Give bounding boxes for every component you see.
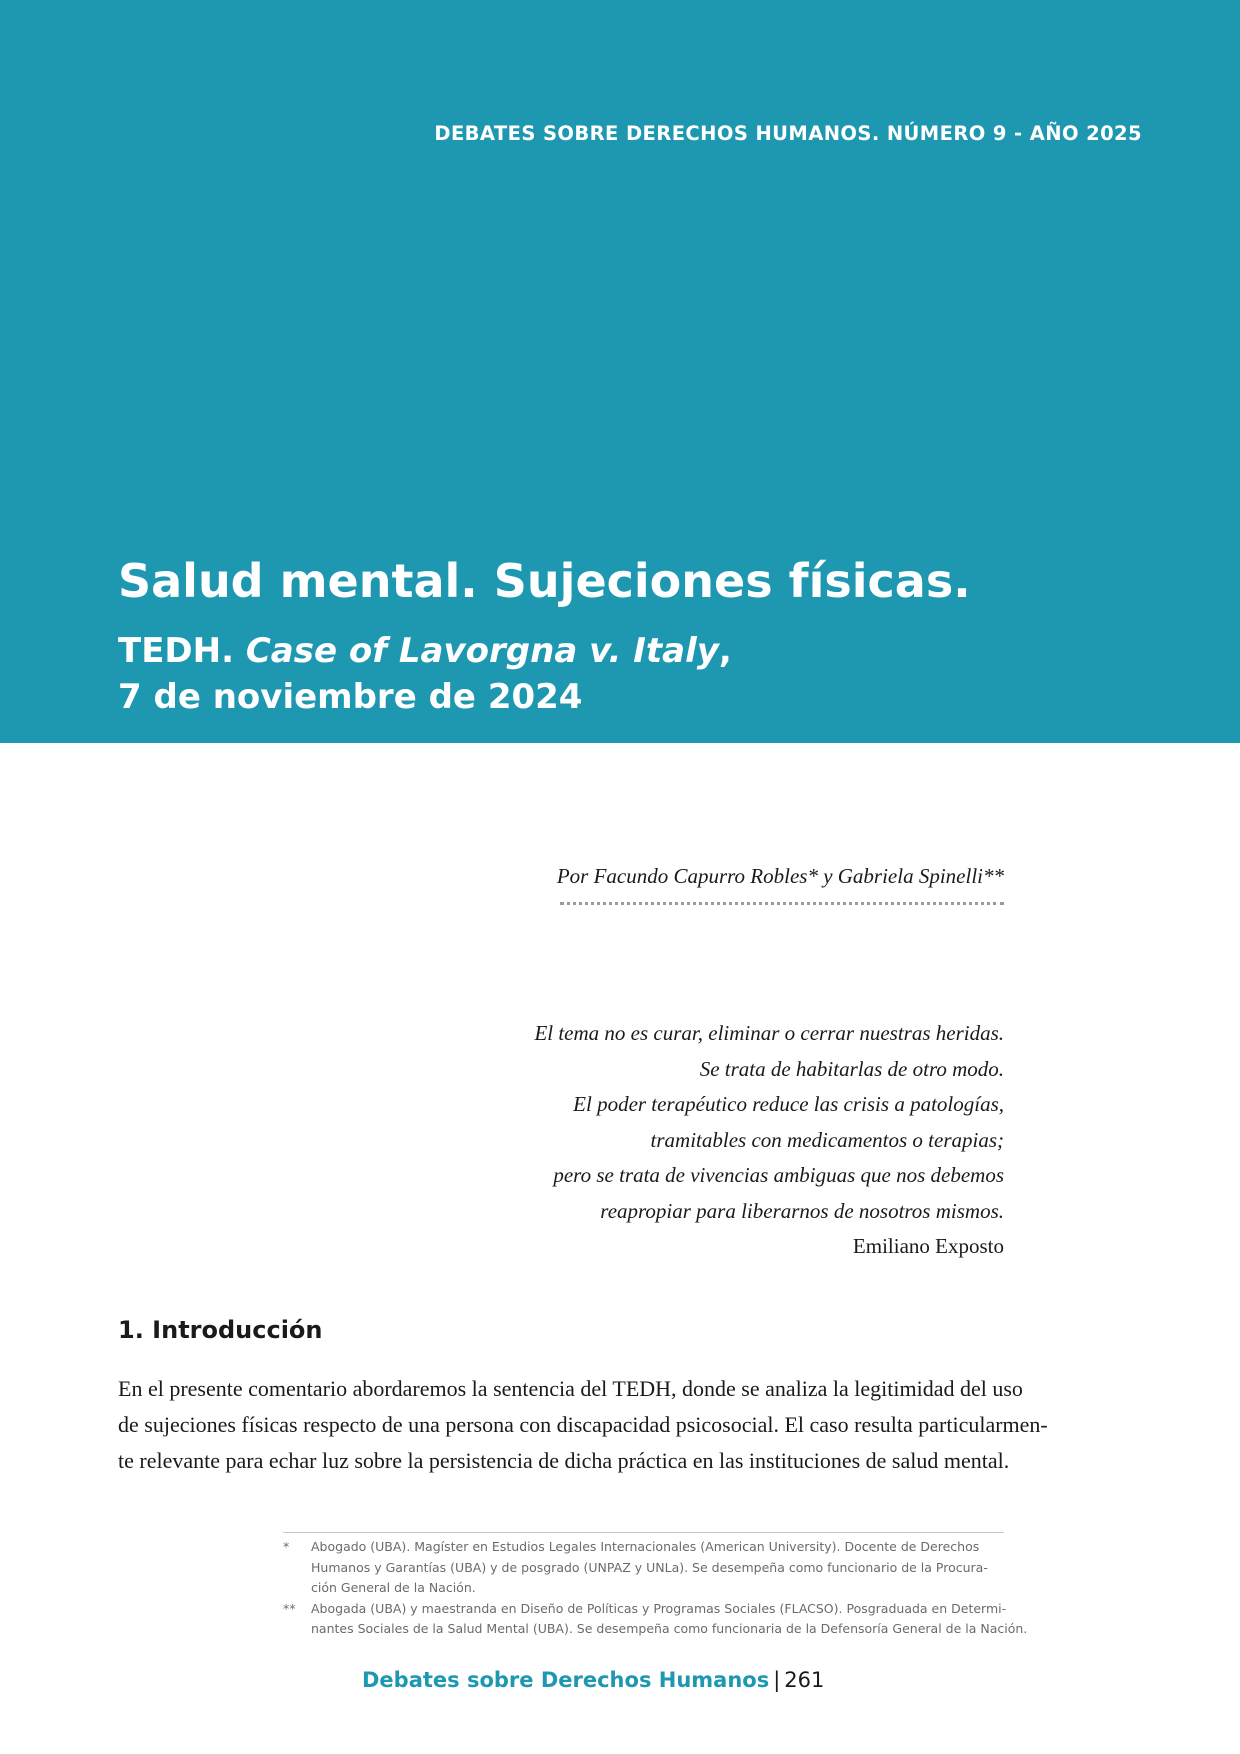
intro-paragraph (118, 1371, 1048, 1479)
footnote-line: Abogada (UBA) y maestranda en Diseño de Políticas y Programas Sociales (FLACSO). Posgraduada en Determi- (311, 1600, 1007, 1616)
subtitle-case-name: Case of Lavorgna v. Italy (245, 631, 719, 671)
epigraph-line: El poder terapéutico reduce las crisis a patologías, (573, 1092, 1004, 1116)
epigraph (534, 1016, 1004, 1265)
page-footer (362, 1668, 824, 1692)
paragraph-line: de sujeciones físicas respecto de una persona con discapacidad psicosocial. El caso resulta particularmen- (118, 1412, 1048, 1437)
epigraph-line: tramitables con medicamentos o terapias; (650, 1127, 1004, 1152)
footnote-marker: * (283, 1539, 290, 1554)
epigraph-line: pero se trata de vivencias ambiguas que nos debemos (553, 1163, 1004, 1187)
epigraph-line: Se trata de habitarlas de otro modo. (699, 1056, 1004, 1081)
subtitle-date: 7 de noviembre de 2024 (118, 677, 583, 717)
footnote-line: nantes Sociales de la Salud Mental (UBA). Se desempeña como funcionaria de la Defensoría General de la Nación. (311, 1621, 1028, 1636)
footnote-line: Abogado (UBA). Magíster en Estudios Legales Internacionales (American University). Docente de Derechos (311, 1539, 980, 1554)
footnote-item (283, 1537, 1004, 1599)
footer-journal-name: Debates sobre Derechos Humanos (362, 1668, 770, 1692)
subtitle-case-line (118, 628, 732, 674)
byline-divider (560, 902, 1004, 905)
subtitle-comma: , (718, 631, 732, 671)
epigraph-line: reapropiar para liberarnos de nosotros mismos. (600, 1198, 1004, 1223)
footnote-line: Humanos y Garantías (UBA) y de posgrado (UNPAZ y UNLa). Se desempeña como funcionario de la Procura- (311, 1559, 988, 1575)
paragraph-line: te relevante para echar luz sobre la persistencia de dicha práctica en las instituciones de salud mental. (118, 1448, 1010, 1473)
article-title: Salud mental. Sujeciones físicas. (118, 554, 971, 608)
footnote-line: ción General de la Nación. (311, 1580, 476, 1595)
section-heading: 1. Introducción (118, 1316, 323, 1344)
title-banner (0, 0, 1240, 743)
footnote-item (283, 1599, 1028, 1640)
article-subtitle (118, 628, 732, 720)
epigraph-line: El tema no es curar, eliminar o cerrar nuestras heridas. (534, 1021, 1004, 1045)
subtitle-court: TEDH. (118, 631, 235, 671)
footnote-marker: ** (283, 1600, 296, 1616)
page-number: 261 (784, 1668, 825, 1692)
author-byline: Por Facundo Capurro Robles* y Gabriela Spinelli** (556, 864, 1004, 888)
journal-issue-header: DEBATES SOBRE DERECHOS HUMANOS. NÚMERO 9 - AÑO 2025 (434, 122, 1142, 145)
footnote-divider (283, 1532, 1004, 1533)
footer-separator: | (773, 1668, 781, 1692)
epigraph-attribution: Emiliano Exposto (852, 1234, 1004, 1258)
paragraph-line: En el presente comentario abordaremos la sentencia del TEDH, donde se analiza la legitimidad del uso (118, 1376, 1023, 1401)
footnotes (283, 1537, 1028, 1640)
